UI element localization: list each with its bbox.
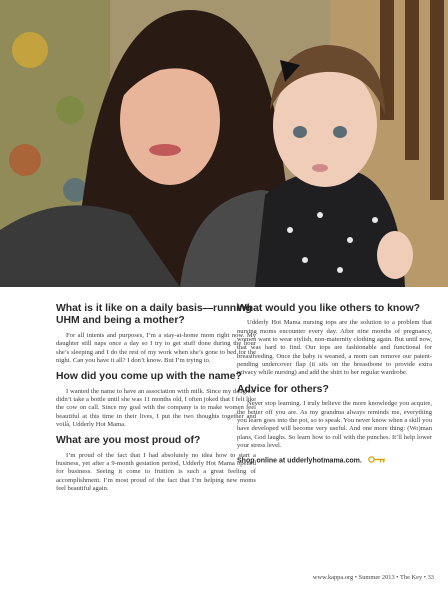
key-icon [368,456,386,465]
paragraph-name-origin: I wanted the name to have an association with milk. Since my daughter didn’t take a bottle until she was 11 months old, I often joked that I felt like the cow on call. Since my goal with the company is to make women feel beautiful at this time in their lives, I put the two thoughts together and voilà, Udderly Hot Mama. [56,387,256,428]
paragraph-others-know: Udderly Hot Mama nursing tops are the solution to a problem that nursing moms encounter every day. After nine months of pregnancy, women want to wear stylish, non-maternity clothing again. But until now, that was hard to find. Our tops are fashionable and functional for breastfeeding. Once the baby is weaned, a mom can remove our patent-pending undercover flap (it sits on the breastbone to provide extra privacy while nursing) and add the shirt to her regular wardrobe. [237,319,432,377]
heading-others-know: What would you like others to know? [237,303,420,314]
heading-most-proud: What are you most proud of? [56,435,201,447]
heading-name-origin: How did you come up with the name? [56,371,242,383]
left-column [56,303,256,499]
photo-mother-and-daughter [0,0,448,287]
heading-advice: Advice for others? [237,383,329,395]
shop-online-link[interactable]: Shop online at udderlyhotmama.com. [237,457,362,465]
paragraph-most-proud: I’m proud of the fact that I had absolutely no idea how to start a business, yet after a 9-month gestation period, Udderly Hot Mama opened for business. Seeing it come to fruition is such a great feeling of accomplishment. I’m most proud of the fact that I’m helping new moms feel beautiful again. [56,451,256,493]
paragraph-advice: Never stop learning. I truly believe the more knowledge you acquire, the better off you are. As my grandma always reminds me, everything you learn goes into the pot, so to speak. You never know when a skill you have developed will become very useful. And one more thing: (Wo)man plans, God laughs. So learn how to roll with the punches. It’ll help lower your stress level. [237,400,432,449]
shop-online-line [237,456,432,465]
paragraph-daily-basis: For all intents and purposes, I’m a stay-at-home mom right now. My daughter still naps once a day so I try to get stuff done during the hour she’s sleeping and I do the rest of my work when she’s gone to bed for the night. Can you have it all? I don’t know. But I’m trying to. [56,331,256,364]
right-column [237,303,432,465]
heading-daily-basis: What is it like on a daily basis—running UHM and being a mother? [56,303,252,327]
page-footer: www.kappa.org • Summer 2013 • The Key • 33 [312,574,434,581]
